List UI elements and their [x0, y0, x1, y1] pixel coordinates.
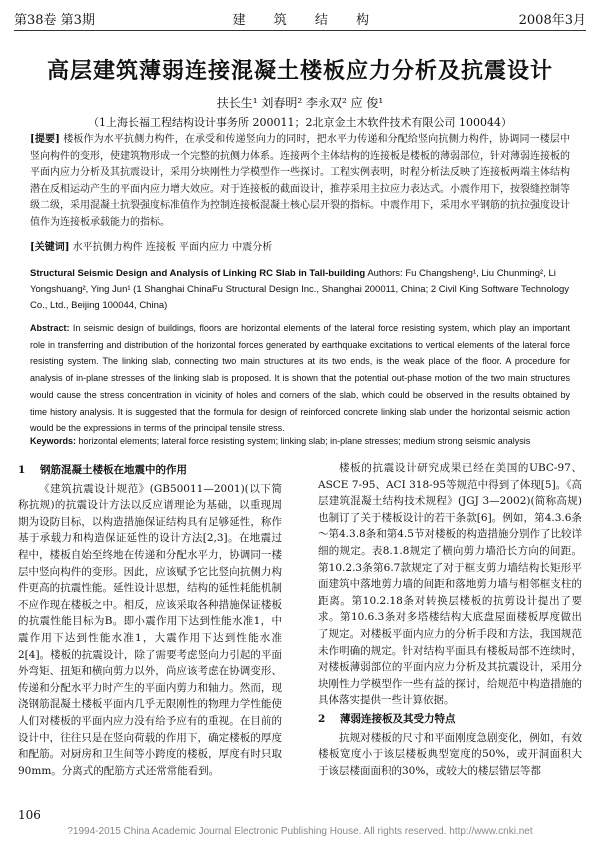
- section-1-number: 1: [18, 464, 26, 476]
- affiliation: （1上海长福工程结构设计事务所 200011；2北京金土木软件技术有限公司 100044）: [88, 116, 512, 129]
- copyright-footer: ?1994-2015 China Academic Journal Electronic Publishing House. All rights reserved. http://www.cnki.net: [67, 826, 533, 837]
- english-abstract-label: Abstract:: [30, 323, 70, 333]
- page-number: 106: [18, 808, 41, 822]
- body-column-right: [318, 460, 582, 779]
- keywords-cn-label: [关键词]: [30, 242, 70, 253]
- section-1-paragraph-1: 《建筑抗震设计规范》(GB50011—2001)(以下简称抗规)的抗震设计方法以反应谱理论为基础，以重现周期为设防目标，以构造措施保证结构具有足够延性，称作基于承载力和构造保证延性的设计方法[2,3]。在地震过程中，楼板自始至终地在传递和分配水平力，协调同一楼层中竖向构件的变形。因此，应该赋予它比竖向抗侧力构件更高的抗震性能。延性设计思想，结构的延性耗能机制不应作现在楼板之中。相反，应该采取各种措施保证楼板的抗震性能目标为B。即小震作用下达到性能水准1，中震作用下达到性能水准1，大震作用下达到性能水准2[4]。楼板的抗震设计，除了需要考虑竖向力引起的平面外弯矩、扭矩和横向剪力以外，尚应该考虑在协调变形、传递和分配水平力时产生的平面内剪力和轴力。然而，现浇钢筋混凝土楼板平面内几乎无限刚性的物理力学性能使人们对楼板的平面内应力没有给予应有的重视。在目前的设计中，往往只是在竖向荷载的作用下，确定楼板的厚度和配筋。对厨房和卫生间等小跨度的楼板，厚度有时只取90mm。分离式的配筋方式还常常能看到。: [18, 482, 282, 777]
- body-column-left: [18, 460, 282, 779]
- section-2-paragraph-1: 抗规对楼板的尺寸和平面刚度急剧变化，例如，有效楼板宽度小于该层楼板典型宽度的50%，或开洞面积大于该层楼面面积的30%，或较大的楼层错层等都: [318, 731, 582, 777]
- keywords-cn-text: 水平抗侧力构件 连接板 平面内应力 中震分析: [72, 242, 273, 253]
- english-keywords: [30, 436, 570, 446]
- english-authors: Authors: Fu Changsheng¹, Liu Chunming², Li Yongshuang², Ying Jun¹ (1 Shanghai ChinaFu Structural Design Inc., Shanghai 200011, China; 2 Civil King Software Technology Co., Ltd., Beijing 100044, China): [30, 268, 570, 311]
- english-title-block: [30, 266, 570, 314]
- issue-date: 2008年3月: [518, 12, 586, 28]
- abstract-cn-label: [提要]: [30, 134, 60, 145]
- english-title: Structural Seismic Design and Analysis of Linking RC Slab in Tall-building: [30, 268, 366, 279]
- author-list: 扶长生¹ 刘春明² 李永双² 应 俊¹: [216, 96, 384, 110]
- english-abstract-text: In seismic design of buildings, floors are horizontal elements of the lateral force resisting system, which play an important role in transferring and distribution of the horizontal forces generated by earthquake excitations to vertical elements of the lateral force resisting system. The linking slab, connecting two main structures at its two ends, is the weak place of the floor. A procedure for analysis of in-plane stresses of the linking slab is proposed. It is shown that the potential out-phase motion of the two main structures would cause the stress concentration in vicinity of holes and corners of the slab, which could be observed in the results obtained by time history analysis. It is suggested that the formula for design of reinforced concrete linking slab under the horizontal seismic action would be the expressions in terms of the principal tensile stress.: [30, 323, 570, 434]
- english-abstract: [30, 320, 570, 437]
- section-1-heading: [18, 462, 282, 479]
- volume-issue: 第38卷 第3期: [14, 12, 95, 28]
- keywords-cn: [30, 238, 570, 253]
- paper-title: 高层建筑薄弱连接混凝土楼板应力分析及抗震设计: [46, 58, 553, 84]
- journal-name: 建 筑 结 构: [232, 12, 381, 28]
- running-header: [14, 6, 586, 31]
- section-2-title: 薄弱连接板及其受力特点: [340, 712, 456, 725]
- abstract-cn-text: 楼板作为水平抗侧力构件，在承受和传递竖向力的同时，把水平力传递和分配给竖向抗侧力构件，协调同一楼层中竖向构件的变形，使建筑物形成一个完整的抗侧力体系。连接两个主体结构的连接板是楼板的薄弱部位，针对薄弱连接板的平面内应力分析及其抗震设计，采用分块刚性力学模型作一些探讨。工程实例表明，时程分析法反映了连接板两端主体结构潜在反相运动产生的平面内应力增大效应。对于连接板的截面设计，推荐采用主拉应力表达式。小震作用下，按裂缝控制等级二级，采用混凝土抗裂强度标准值作为控制连接板混凝土核心层开裂的指标。中震作用下，采用水平钢筋的抗拉强度设计值作为连接板承载能力的指标。: [30, 134, 571, 228]
- section-1-title: 钢筋混凝土楼板在地震中的作用: [40, 464, 187, 476]
- section-1-paragraph-2: 楼板的抗震设计研究成果已经在美国的UBC-97、ASCE 7-95、ACI 318-95等规范中得到了体现[5]。《高层建筑混凝土结构技术规程》(JGJ 3—2002)(简称高规)也制订了关于楼板设计的若干条款[6]。例如，第4.3.6条～第4.3.8条和第4.5节对楼板的构造措施分别作了比较详细的规定。表8.1.8规定了横向剪力墙沿长方向的间距。第10.2.3条第6.7款规定了对于框支剪力墙结构长矩形平面建筑中落地剪力墙的间距和落地剪力墙与相邻框支柱的距离。第10.2.18条对转换层楼板的抗剪设计提出了要求。第10.6.3条对多塔楼结构大底盘屋面楼板厚度做出了规定。对楼板平面内应力的分析手段和方法，我国规范未作明确的规定。针对结构平面具有楼板局部不连续时，对楼板薄弱部位的平面内应力分析及其抗震设计，采用分块刚性力学模型作一些有益的探讨，给规范中构造措施的具体落实提供一些计算依据。: [318, 462, 582, 707]
- english-keywords-text: horizontal elements; lateral force resisting system; linking slab; in-plane stresses; medium strong seismic analysis: [78, 436, 531, 446]
- section-2-heading: [318, 711, 582, 728]
- abstract-cn: [30, 132, 570, 231]
- section-2-number: 2: [318, 712, 326, 725]
- english-keywords-label: Keywords:: [30, 436, 77, 446]
